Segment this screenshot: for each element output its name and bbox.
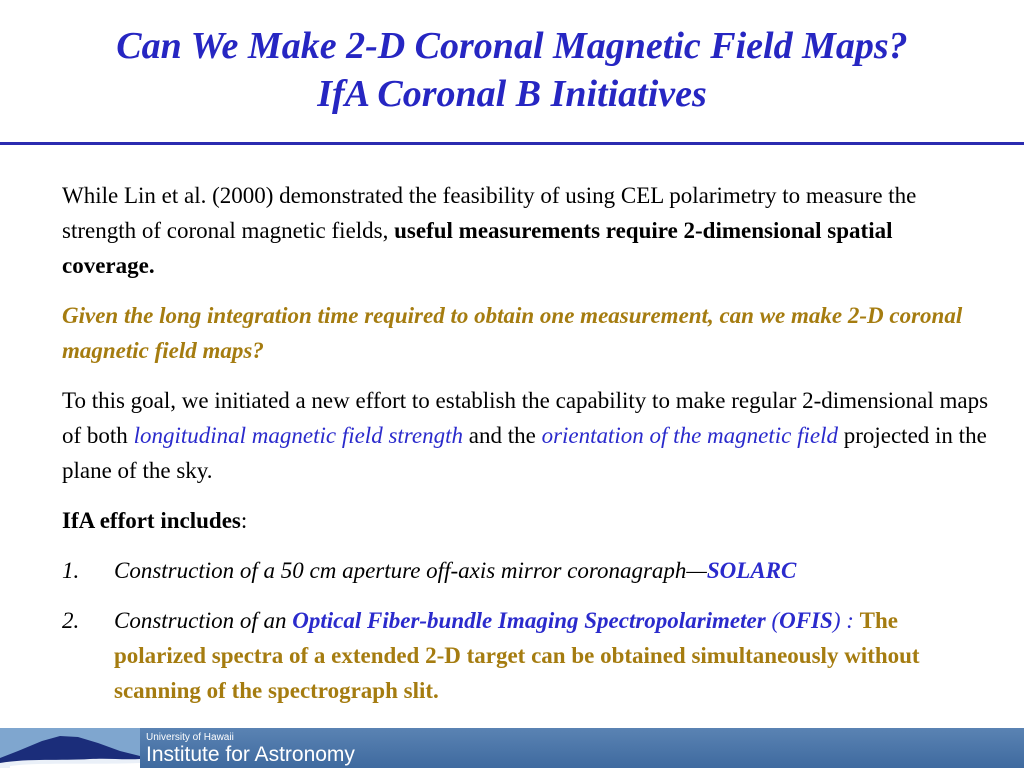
goal-text-1: To this goal, we initiated a new effort to establish the capability to make regular 2-dimensional maps of both	[62, 388, 989, 448]
intro-emphasis: useful measurements require 2-dimensional spatial coverage.	[62, 218, 893, 278]
list-text-2: Construction of an	[114, 608, 293, 633]
list-body-1	[114, 553, 990, 588]
list-text-1: Construction of a 50 cm aperture off-axis mirror coronagraph—	[114, 558, 707, 583]
slide-title	[0, 22, 1024, 118]
footer-institution	[146, 732, 355, 766]
ofis-acronym: OFIS	[779, 608, 833, 633]
intro-paragraph	[62, 178, 990, 283]
intro-text: While Lin et al. (2000) demonstrated the feasibility of using CEL polarimetry to measure the strength of coronal magnetic fields,	[62, 183, 917, 243]
footer-university: University of Hawaii	[146, 732, 234, 743]
goal-text-2: and the	[463, 423, 542, 448]
title-line-1: Can We Make 2-D Coronal Magnetic Field Maps?	[116, 25, 908, 67]
footer-institute: Institute for Astronomy	[146, 743, 355, 766]
list-number-2: 2.	[62, 608, 80, 633]
effort-heading	[62, 503, 990, 538]
list-body-2	[114, 603, 990, 708]
question-paragraph: Given the long integration time required to obtain one measurement, can we make 2-D coronal magnetic field maps?	[62, 303, 963, 363]
effort-colon: :	[240, 508, 248, 533]
goal-text-3: projected in the plane of the sky.	[62, 423, 987, 483]
goal-emphasis-2: orientation of the magnetic field	[541, 423, 838, 448]
list-item-1	[62, 553, 990, 588]
goal-emphasis-1: longitudinal magnetic field strength	[133, 423, 463, 448]
title-divider	[0, 142, 1024, 145]
title-line-2: IfA Coronal B Initiatives	[317, 73, 707, 115]
ofis-paren-open: (	[765, 608, 780, 633]
list-item-2	[62, 603, 990, 708]
footer-bar	[0, 728, 1024, 768]
solarc-label: SOLARC	[706, 558, 797, 583]
slide-body	[62, 178, 990, 723]
goal-paragraph	[62, 383, 990, 488]
effort-label: IfA effort includes	[62, 508, 241, 533]
ofis-paren-close: ) :	[832, 608, 860, 633]
list-number-1: 1.	[62, 558, 80, 583]
ofis-description: The polarized spectra of a extended 2-D target can be obtained simultaneously without scanning of the spectrograph slit.	[114, 608, 920, 703]
ofis-full-name: Optical Fiber-bundle Imaging Spectropolarimeter	[292, 608, 766, 633]
mauna-kea-mountain-logo-icon	[0, 728, 140, 768]
